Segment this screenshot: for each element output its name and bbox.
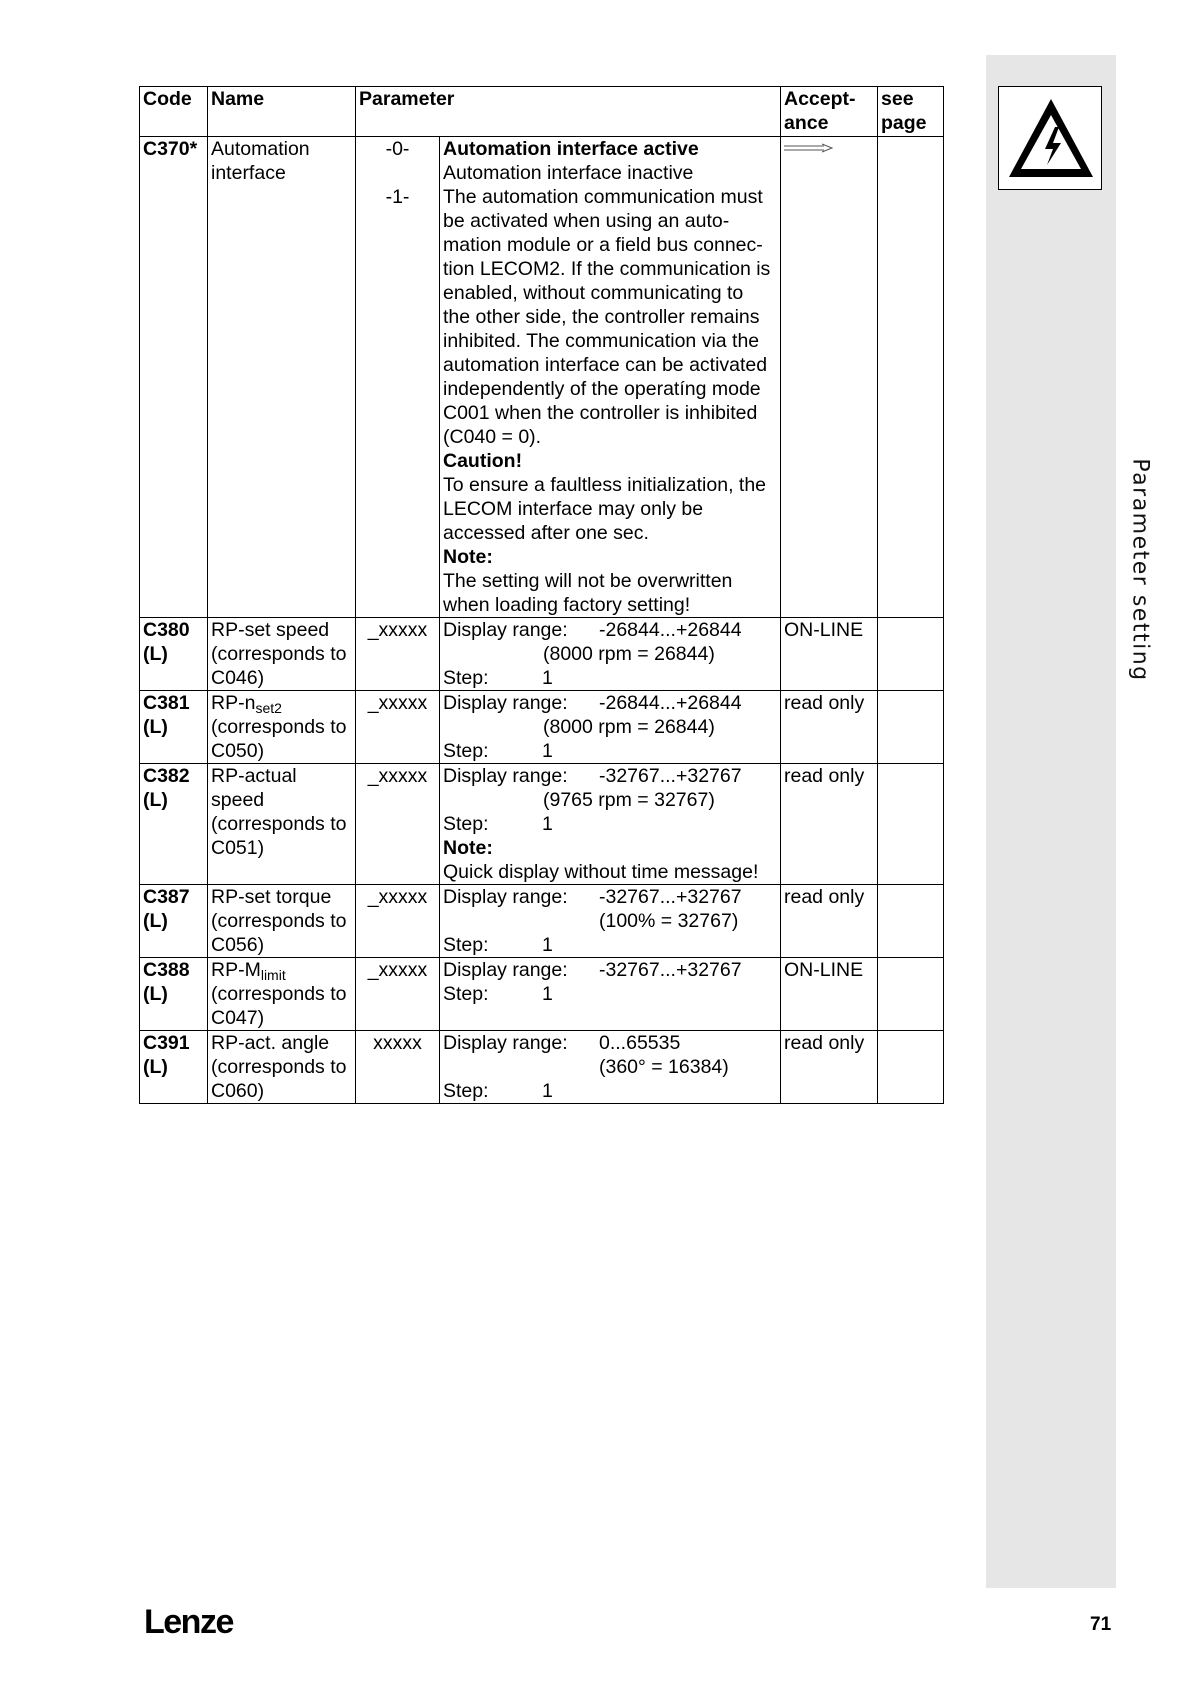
code-cell: C381 (L) (140, 691, 208, 764)
table-row (140, 691, 944, 764)
name-cell: $RP-M_{limit}$ (corresponds to C047) (208, 958, 356, 1031)
acceptance-cell (781, 137, 878, 618)
code-cell: C370* (140, 137, 208, 618)
value-cell: xxxxx (356, 1031, 440, 1104)
value-cell: _xxxxx (356, 885, 440, 958)
description-cell: Automation interface active Automation interface inactive The automation communication must be activated when using an auto- mation module or a field bus connec- tion LECOM2. If the communication is enabled, without communicating to the other side, the controller remains inhibited. The communication via the automation interface can be activated independently of the operatíng mode C001 when the controller is inhibited (C040 = 0). Caution! To ensure a faultless initialization, the LECOM interface may only be accessed after one sec. Note: The setting will not be overwritten when loading factory setting! (440, 137, 781, 618)
value-cell: _xxxxx (356, 764, 440, 885)
description-cell: Display range: -26844...+26844 (8000 rpm = 26844) Step: 1 (440, 618, 781, 691)
acceptance-cell: read only (781, 885, 878, 958)
description-cell: Display range: -32767...+32767 (9765 rpm = 32767) Step: 1 Note: Quick display without time message! (440, 764, 781, 885)
value-cell: _xxxxx (356, 618, 440, 691)
header-name: Name (208, 87, 356, 137)
high-voltage-warning-icon (1005, 93, 1097, 185)
see-page-cell (878, 618, 944, 691)
table-row (140, 885, 944, 958)
brand-logo: Lenze (144, 1603, 233, 1641)
header-code: Code (140, 87, 208, 137)
table-row (140, 1031, 944, 1104)
see-page-cell (878, 1031, 944, 1104)
code-cell: C387 (L) (140, 885, 208, 958)
code-cell: C388 (L) (140, 958, 208, 1031)
value-cell: -0- -1- (356, 137, 440, 618)
code-cell: C380 (L) (140, 618, 208, 691)
warning-box (998, 86, 1102, 190)
table-row (140, 137, 944, 618)
acceptance-cell: read only (781, 691, 878, 764)
code-cell: C382 (L) (140, 764, 208, 885)
header-see-page: see page (878, 87, 944, 137)
see-page-cell (878, 691, 944, 764)
section-title: Parameter setting (1127, 458, 1153, 682)
acceptance-cell: ON-LINE (781, 958, 878, 1031)
see-page-cell (878, 764, 944, 885)
header-parameter: Parameter (356, 87, 781, 137)
acceptance-cell: read only (781, 764, 878, 885)
name-cell: RP-actual speed (corresponds to C051) (208, 764, 356, 885)
description-cell: Display range: -32767...+32767 Step: 1 (440, 958, 781, 1031)
header-acceptance: Accept- ance (781, 87, 878, 137)
name-cell: $RP-n_{set2}$ (corresponds to C050) (208, 691, 356, 764)
acceptance-cell: ON-LINE (781, 618, 878, 691)
see-page-cell (878, 958, 944, 1031)
description-cell: Display range: 0...65535 (360° = 16384) Step: 1 (440, 1031, 781, 1104)
name-cell: RP-set speed (corresponds to C046) (208, 618, 356, 691)
parameter-table (139, 86, 944, 1104)
see-page-cell (878, 137, 944, 618)
value-cell: _xxxxx (356, 691, 440, 764)
description-cell: Display range: -32767...+32767 (100% = 32767) Step: 1 (440, 885, 781, 958)
table-header-row (140, 87, 944, 137)
name-cell: RP-act. angle (corresponds to C060) (208, 1031, 356, 1104)
table-row (140, 764, 944, 885)
acceptance-cell: read only (781, 1031, 878, 1104)
name-cell: Automation interface (208, 137, 356, 618)
sidebar-band (986, 55, 1116, 1588)
name-cell: RP-set torque (corresponds to C056) (208, 885, 356, 958)
double-arrow-icon (784, 143, 834, 153)
table-row (140, 618, 944, 691)
description-cell: Display range: -26844...+26844 (8000 rpm = 26844) Step: 1 (440, 691, 781, 764)
table-row (140, 958, 944, 1031)
see-page-cell (878, 885, 944, 958)
code-cell: C391 (L) (140, 1031, 208, 1104)
page-number: 71 (1090, 1614, 1112, 1635)
value-cell: _xxxxx (356, 958, 440, 1031)
